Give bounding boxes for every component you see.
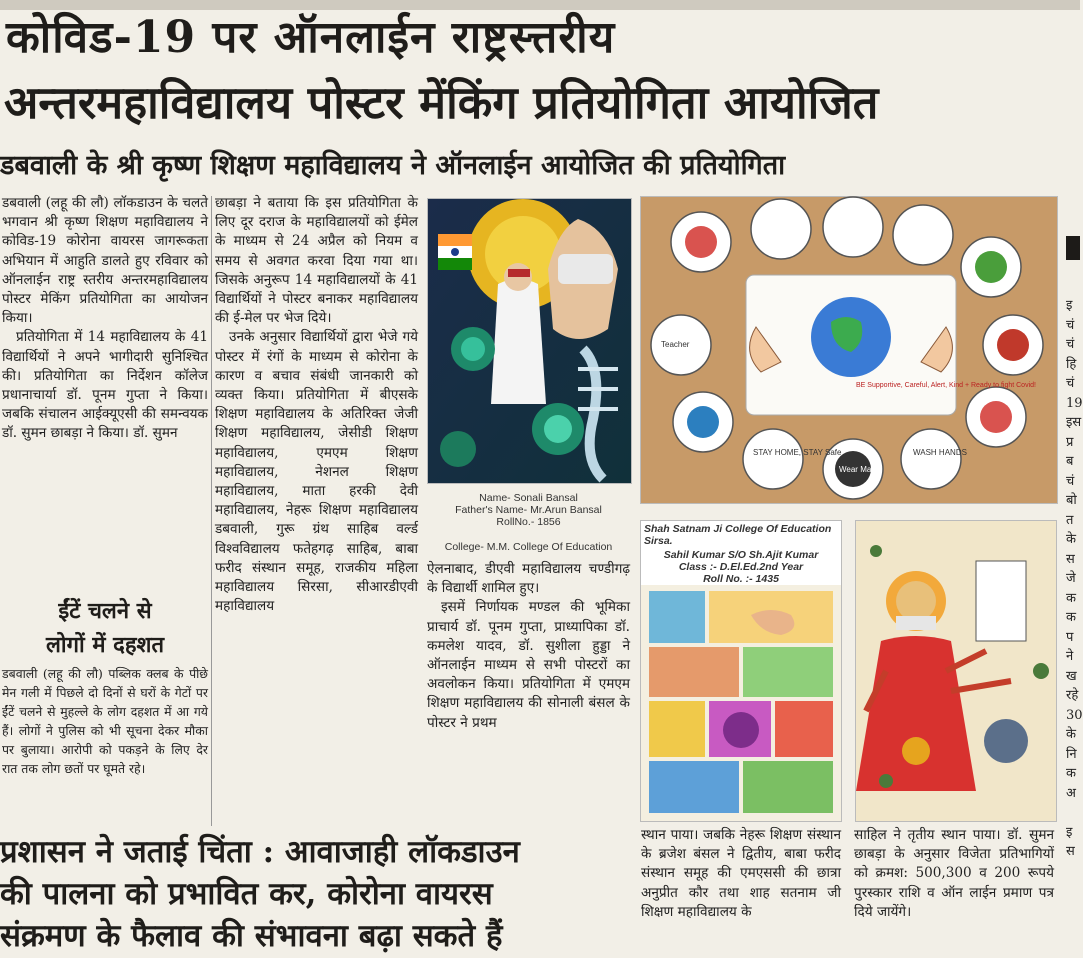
edge-line: चं <box>1066 473 1075 489</box>
edge-line: चं <box>1066 337 1075 352</box>
poster-3-class: Class :- D.El.Ed.2nd Year <box>678 561 804 573</box>
headline-line2: अन्तरमहाविद्यालय पोस्टर मेंकिंग प्रतियोगिता आयोजित <box>4 76 879 129</box>
bottom-headline-line1: प्रशासन ने जताई चिंता : आवाजाही लॉकडाउन <box>0 834 520 870</box>
poster-2-wash-hands: WASH HANDS <box>913 448 967 457</box>
edge-line: स <box>1066 844 1075 859</box>
edge-line: 30 <box>1066 707 1083 723</box>
column-4: स्थान पाया। जबकि नेहरू शिक्षण संस्थान के ब्रजेश बंसल ने द्वितीय, बाबा फरीद संस्थान समूह की एमएससी की छात्रा अनुप्रीत कौर तथा शाह सतनाम जी शिक्षण महाविद्यालय के <box>641 827 841 920</box>
top-strip <box>0 0 1080 10</box>
column-divider <box>211 196 212 826</box>
edge-line: नि <box>1066 746 1077 762</box>
edge-line: क <box>1066 590 1076 606</box>
poster-2-be-supportive: BE Supportive, Careful, Alert, Kind + Ready to fight Covid! <box>856 382 1036 389</box>
column-1 <box>2 194 208 444</box>
column-3-para-1: ऐलनाबाद, डीएवी महाविद्यालय चण्डीगढ़ के विद्यार्थी शामिल हुए। <box>427 561 630 597</box>
column-3-para-2: इसमें निर्णायक मण्डल की भूमिका प्राचार्य डॉ. पूनम गुप्ता, प्राध्यापिका डॉ. कमलेश यादव, डॉ. सुशीला हुड्डा ने ऑनलाईन माध्यम से सभी पोस्टरों का अवलोकन किया। प्रतियोगिता में एमएम शिक्षण महाविद्यालय की सोनाली बंसल के पोस्टर ने प्रथम <box>427 599 630 731</box>
caption-father: Father's Name- Mr.Arun Bansal <box>455 504 602 516</box>
poster-2-stay-home: STAY HOME, STAY Safe <box>753 448 842 457</box>
edge-line: त <box>1066 512 1074 528</box>
edge-line: बो <box>1066 493 1077 508</box>
edge-line: इ <box>1066 824 1073 840</box>
edge-line: चं <box>1066 317 1075 333</box>
headline-line1: कोविड-19 पर ऑनलाईन राष्ट्रस्त्तरीय <box>6 12 616 63</box>
edge-line: जे <box>1066 571 1076 586</box>
poster-2-teacher: Teacher <box>661 340 690 349</box>
caption-name: Name- Sonali Bansal <box>479 492 578 504</box>
poster-2-wear-mask: Wear Mask <box>839 465 880 474</box>
caption-roll: RollNo.- 1856 <box>496 516 561 528</box>
poster-2-illustration <box>641 197 1057 503</box>
edge-line: ब <box>1066 454 1074 469</box>
column-2-para-2: उनके अनुसार विद्यार्थियों द्वारा भेजे गये पोस्टर में रंगों के माध्यम से कोरोना के कारण व बचाव संबंधी जानकारी को व्यक्त किया। प्रतियोगिता में बीएसके शिक्षण महाविद्यालय के अतिरिक्त जेजी शिक्षण महाविद्यालय, जेसीडी शिक्षण महाविद्यालय, एमएम शिक्षण महाविद्यालय, नेशनल शिक्षण महाविद्यालय, माता हरकी देवी महाविद्यालय, नेहरू शिक्षण महाविद्यालय डबवाली, गुरू ग्रंथ साहिब वर्ल्ड विश्वविद्यालय फतेहगढ़ साहिब, बाबा फरीद संस्थान समूह, राजकीय महिला महाविद्यालय सिरसा, सीआरडीएवी महाविद्यालय <box>215 329 418 615</box>
poster-4-illustration <box>856 521 1056 821</box>
poster-image-1 <box>427 198 632 484</box>
subheadline: डबवाली के श्री कृष्ण शिक्षण महाविद्यालय ने ऑनलाईन आयोजित की प्रतियोगिता <box>0 150 786 181</box>
column-1-para-1: डबवाली (लहू की लौ) लॉकडाउन के चलते भगवान श्री कृष्ण शिक्षण महाविद्यालय ने कोविड-19 कोरोना वायरस जागरूकता अभियान में आहुति डालते हुए रविवार को ऑनलाईन राष्ट्र स्तरीय अन्तरमहाविद्यालय पोस्टर मेकिंग प्रतियोगिता का आयोजन किया। <box>2 195 208 327</box>
edge-line: हि <box>1066 356 1077 372</box>
bottom-headline-line2: की पालना को प्रभावित कर, कोरोना वायरस <box>0 876 493 912</box>
edge-heading-block <box>1066 236 1080 260</box>
poster-image-3 <box>640 520 842 822</box>
sidebox-title-2: लोगों में दहशत <box>45 632 165 658</box>
edge-line: के <box>1066 532 1076 547</box>
sidebox-title-1: ईंटें चलने से <box>58 598 152 624</box>
edge-line: ख <box>1066 668 1077 684</box>
edge-line: प <box>1066 629 1074 645</box>
column-1-para-2: प्रतियोगिता में 14 महाविद्यालय के 41 विद्यार्थियों ने अपने भागीदारी सुनिश्चित की। प्रतियोगिता का निर्देशन कॉलेज प्रधानाचार्या डॉ. पूनम गुप्ता ने किया। जबकि संचालन आईक्यूएसी की समन्वयक डॉ. सुमन छाबड़ा ने किया। डॉ. सुमन <box>2 329 208 442</box>
edge-line: 19 <box>1066 395 1083 411</box>
edge-line: क <box>1066 766 1076 781</box>
poster-3-college: Shah Satnam Ji College Of Education Sirsa. <box>644 523 832 547</box>
sidebox-body: डबवाली (लहू की लौ) पब्लिक क्लब के पीछे मेन गली में पिछले दो दिनों से घरों के गेटों पर ईंटें चलने से मुहल्ले के लोग दहशत में आ गये हैं। लोगों ने पुलिस को भी सूचना देकर मौका पर बुलाया। आरोपी को पकड़ने के लिए देर रात तक लोग छतों पर घूमते रहे। <box>2 666 208 776</box>
bottom-headline-line3: संक्रमण के फैलाव की संभावना बढ़ा सकते हैं <box>0 918 503 954</box>
column-5: साहिल ने तृतीय स्थान पाया। डॉ. सुमन छाबड़ा के अनुसार विजेता प्रतिभागियों को क्रमश: 500,300 व 200 रूपये पुरस्कार राशि व ऑन लाईन प्रमाण पत्र दिये जायेंगे। <box>854 827 1054 920</box>
edge-line: चं <box>1066 376 1075 391</box>
poster-3-illustration <box>641 585 841 821</box>
poster-image-2 <box>640 196 1058 504</box>
edge-line: रहे <box>1066 688 1079 703</box>
edge-line: स <box>1066 551 1075 567</box>
column-3 <box>427 560 630 733</box>
edge-line: इ <box>1066 298 1073 313</box>
column-2-para-1: छाबड़ा ने बताया कि इस प्रतियोगिता के लिए दूर दराज के महाविद्यालयों को ईमेल के माध्यम से 24 अप्रैल को नियम व समय से अवगत करवा दिया गया था। जिसके अनुरूप 14 महाविद्यालयों के 41 विद्यार्थियों ने पोस्टर बनाकर महाविद्यालय की ई-मेल पर भेज दिये। <box>215 195 418 327</box>
edge-line <box>1066 803 1080 823</box>
edge-line: क <box>1066 610 1076 625</box>
edge-line: के <box>1066 727 1076 742</box>
poster-1-illustration <box>428 199 631 483</box>
caption-college: College- M.M. College Of Education <box>444 541 613 553</box>
edge-line: प्र <box>1066 434 1074 450</box>
edge-column <box>1066 296 1083 862</box>
column-2 <box>215 194 418 616</box>
edge-line: इस <box>1066 415 1082 430</box>
poster-image-4 <box>855 520 1057 822</box>
poster-3-roll: Roll No. :- 1435 <box>703 573 779 585</box>
poster-3-name: Sahil Kumar S/O Sh.Ajit Kumar <box>663 549 819 561</box>
edge-line: ने <box>1066 649 1074 664</box>
edge-line: अ <box>1066 785 1076 801</box>
poster-1-caption <box>427 492 630 528</box>
